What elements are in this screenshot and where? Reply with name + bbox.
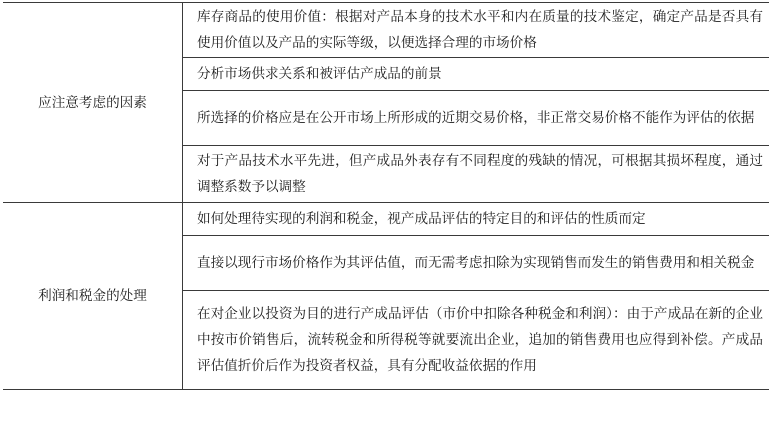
table-cell: 对于产品技术水平先进，但产成品外表存有不同程度的残缺的情况，可根据其损坏程度，通过调整系数予以调整 [183, 146, 770, 203]
valuation-table [3, 2, 769, 390]
table-cell: 库存商品的使用价值：根据对产品本身的技术水平和内在质量的技术鉴定，确定产品是否具有使用价值以及产品的实际等级，以便选择合理的市场价格 [183, 3, 770, 58]
table-cell: 直接以现行市场价格作为其评估值，而无需考虑扣除为实现销售而发生的销售费用和相关税金 [183, 236, 770, 291]
table-cell: 在对企业以投资为目的进行产成品评估（市价中扣除各种税金和利润）：由于产成品在新的企业中按市价销售后，流转税金和所得税等就要流出企业，追加的销售费用也应得到补偿。产成品评估值折价后作为投资者权益，具有分配收益依据的作用 [183, 291, 770, 390]
table-row [3, 203, 769, 236]
table-row [3, 3, 769, 58]
group-label-factors: 应注意考虑的因素 [3, 3, 183, 203]
table-cell: 如何处理待实现的利润和税金，视产成品评估的特定目的和评估的性质而定 [183, 203, 770, 236]
table-cell: 所选择的价格应是在公开市场上所形成的近期交易价格，非正常交易价格不能作为评估的依据 [183, 91, 770, 146]
group-label-profit-tax: 利润和税金的处理 [3, 203, 183, 390]
table-cell: 分析市场供求关系和被评估产成品的前景 [183, 58, 770, 91]
